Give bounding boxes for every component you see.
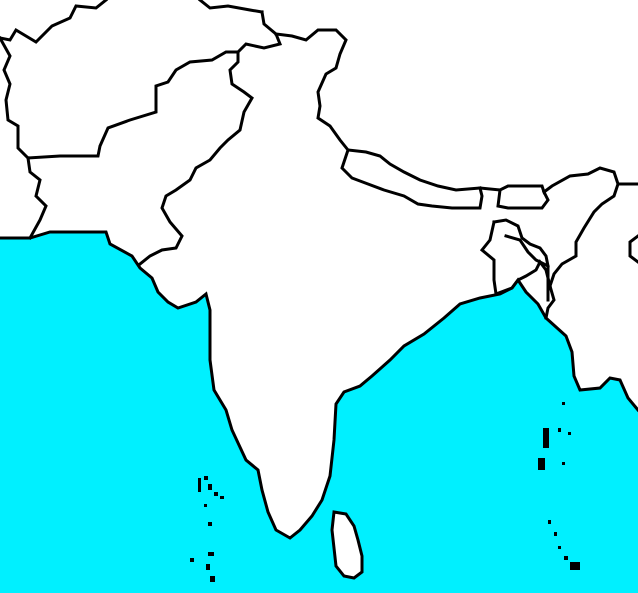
border-bhutan (498, 190, 548, 208)
border-iran-pakistan (28, 158, 46, 238)
indian-ocean (0, 232, 638, 593)
border-china-india-west (276, 30, 638, 192)
border-bangladesh (482, 220, 550, 294)
border-pakistan-india (140, 52, 252, 264)
border-myanmar-thailand (630, 236, 638, 262)
border-tajikistan (200, 0, 262, 12)
border-nepal (342, 150, 482, 208)
border-india-myanmar (546, 184, 618, 318)
border-afghanistan-north (0, 0, 106, 42)
